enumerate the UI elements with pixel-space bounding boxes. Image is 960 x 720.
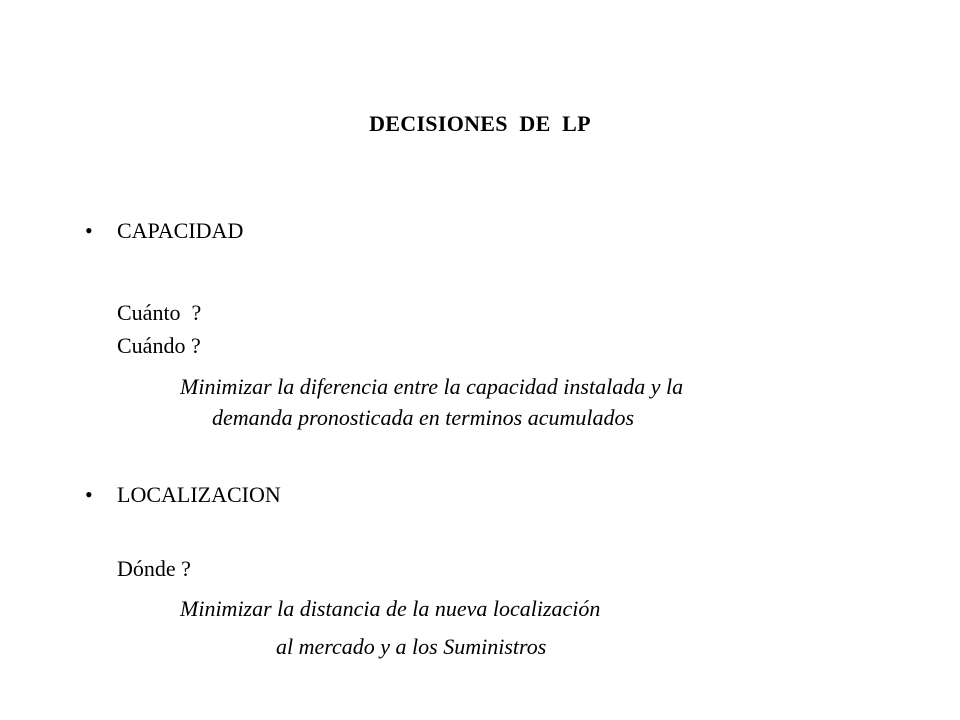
- section-heading-capacidad: CAPACIDAD: [117, 218, 244, 243]
- question-cuando: Cuándo ?: [117, 333, 201, 358]
- question-donde: Dónde ?: [117, 556, 191, 581]
- bullet-capacidad: •: [85, 218, 93, 243]
- localizacion-note-line-2: al mercado y a los Suministros: [276, 634, 547, 659]
- section-heading-localizacion: LOCALIZACION: [117, 482, 281, 507]
- capacidad-note-line-2: demanda pronosticada en terminos acumulados: [212, 405, 635, 430]
- capacidad-note-line-1: Minimizar la diferencia entre la capacidad instalada y la: [180, 374, 684, 399]
- localizacion-note-line-1: Minimizar la distancia de la nueva localización: [180, 596, 601, 621]
- bullet-localizacion: •: [85, 482, 93, 507]
- question-cuanto: Cuánto ?: [117, 300, 202, 325]
- slide-title: DECISIONES DE LP: [369, 111, 591, 136]
